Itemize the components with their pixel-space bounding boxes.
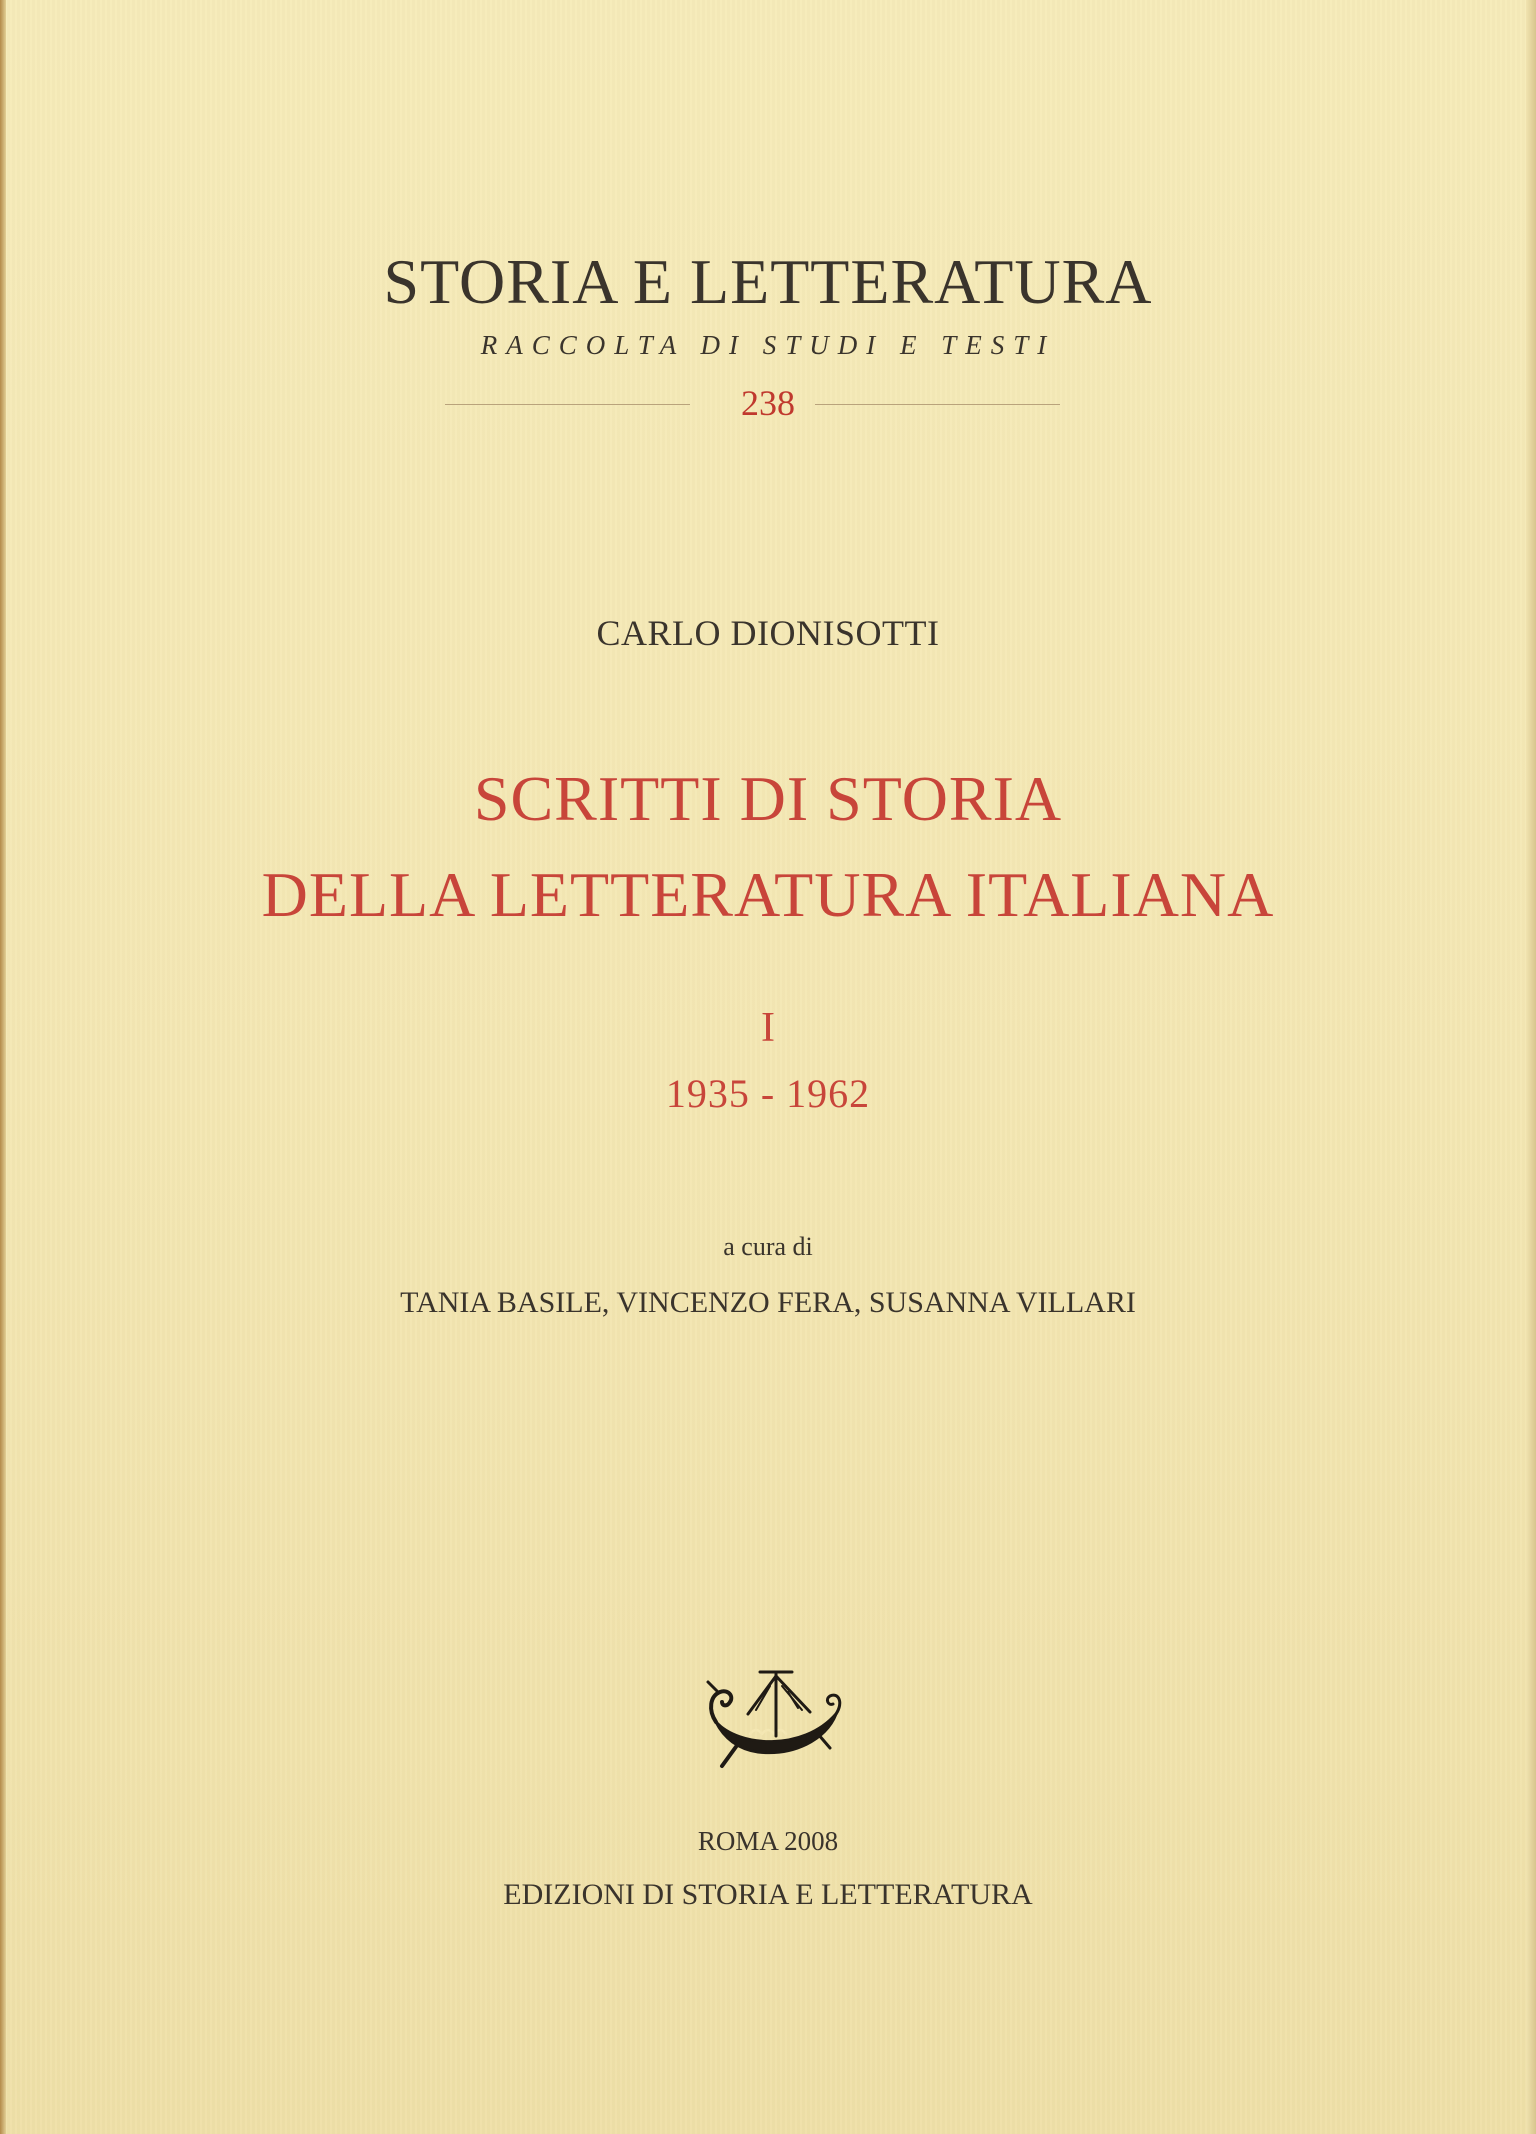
volume-years: 1935 - 1962 [665,1071,871,1116]
author-name: CARLO DIONISOTTI [596,613,940,653]
series-rule-right [815,404,1060,405]
imprint-place-year: ROMA 2008 [697,1826,839,1856]
editors-label: a cura di [723,1232,813,1261]
cover-spine-edge [0,0,6,2134]
series-number-row [0,382,1536,428]
series-number: 238 [741,383,795,423]
series-subtitle: RACCOLTA DI STUDI E TESTI [480,330,1056,360]
cover-right-edge [1526,0,1536,2134]
editors-names: TANIA BASILE, VINCENZO FERA, SUSANNA VILLARI [400,1286,1136,1319]
book-title-line-2: DELLA LETTERATURA ITALIANA [261,859,1275,930]
ship-emblem-icon [698,1652,848,1772]
series-title: STORIA E LETTERATURA [383,246,1153,317]
imprint-publisher: EDIZIONI DI STORIA E LETTERATURA [503,1878,1033,1911]
volume-number: I [761,1005,775,1051]
book-title-line-1: SCRITTI DI STORIA [473,763,1063,834]
